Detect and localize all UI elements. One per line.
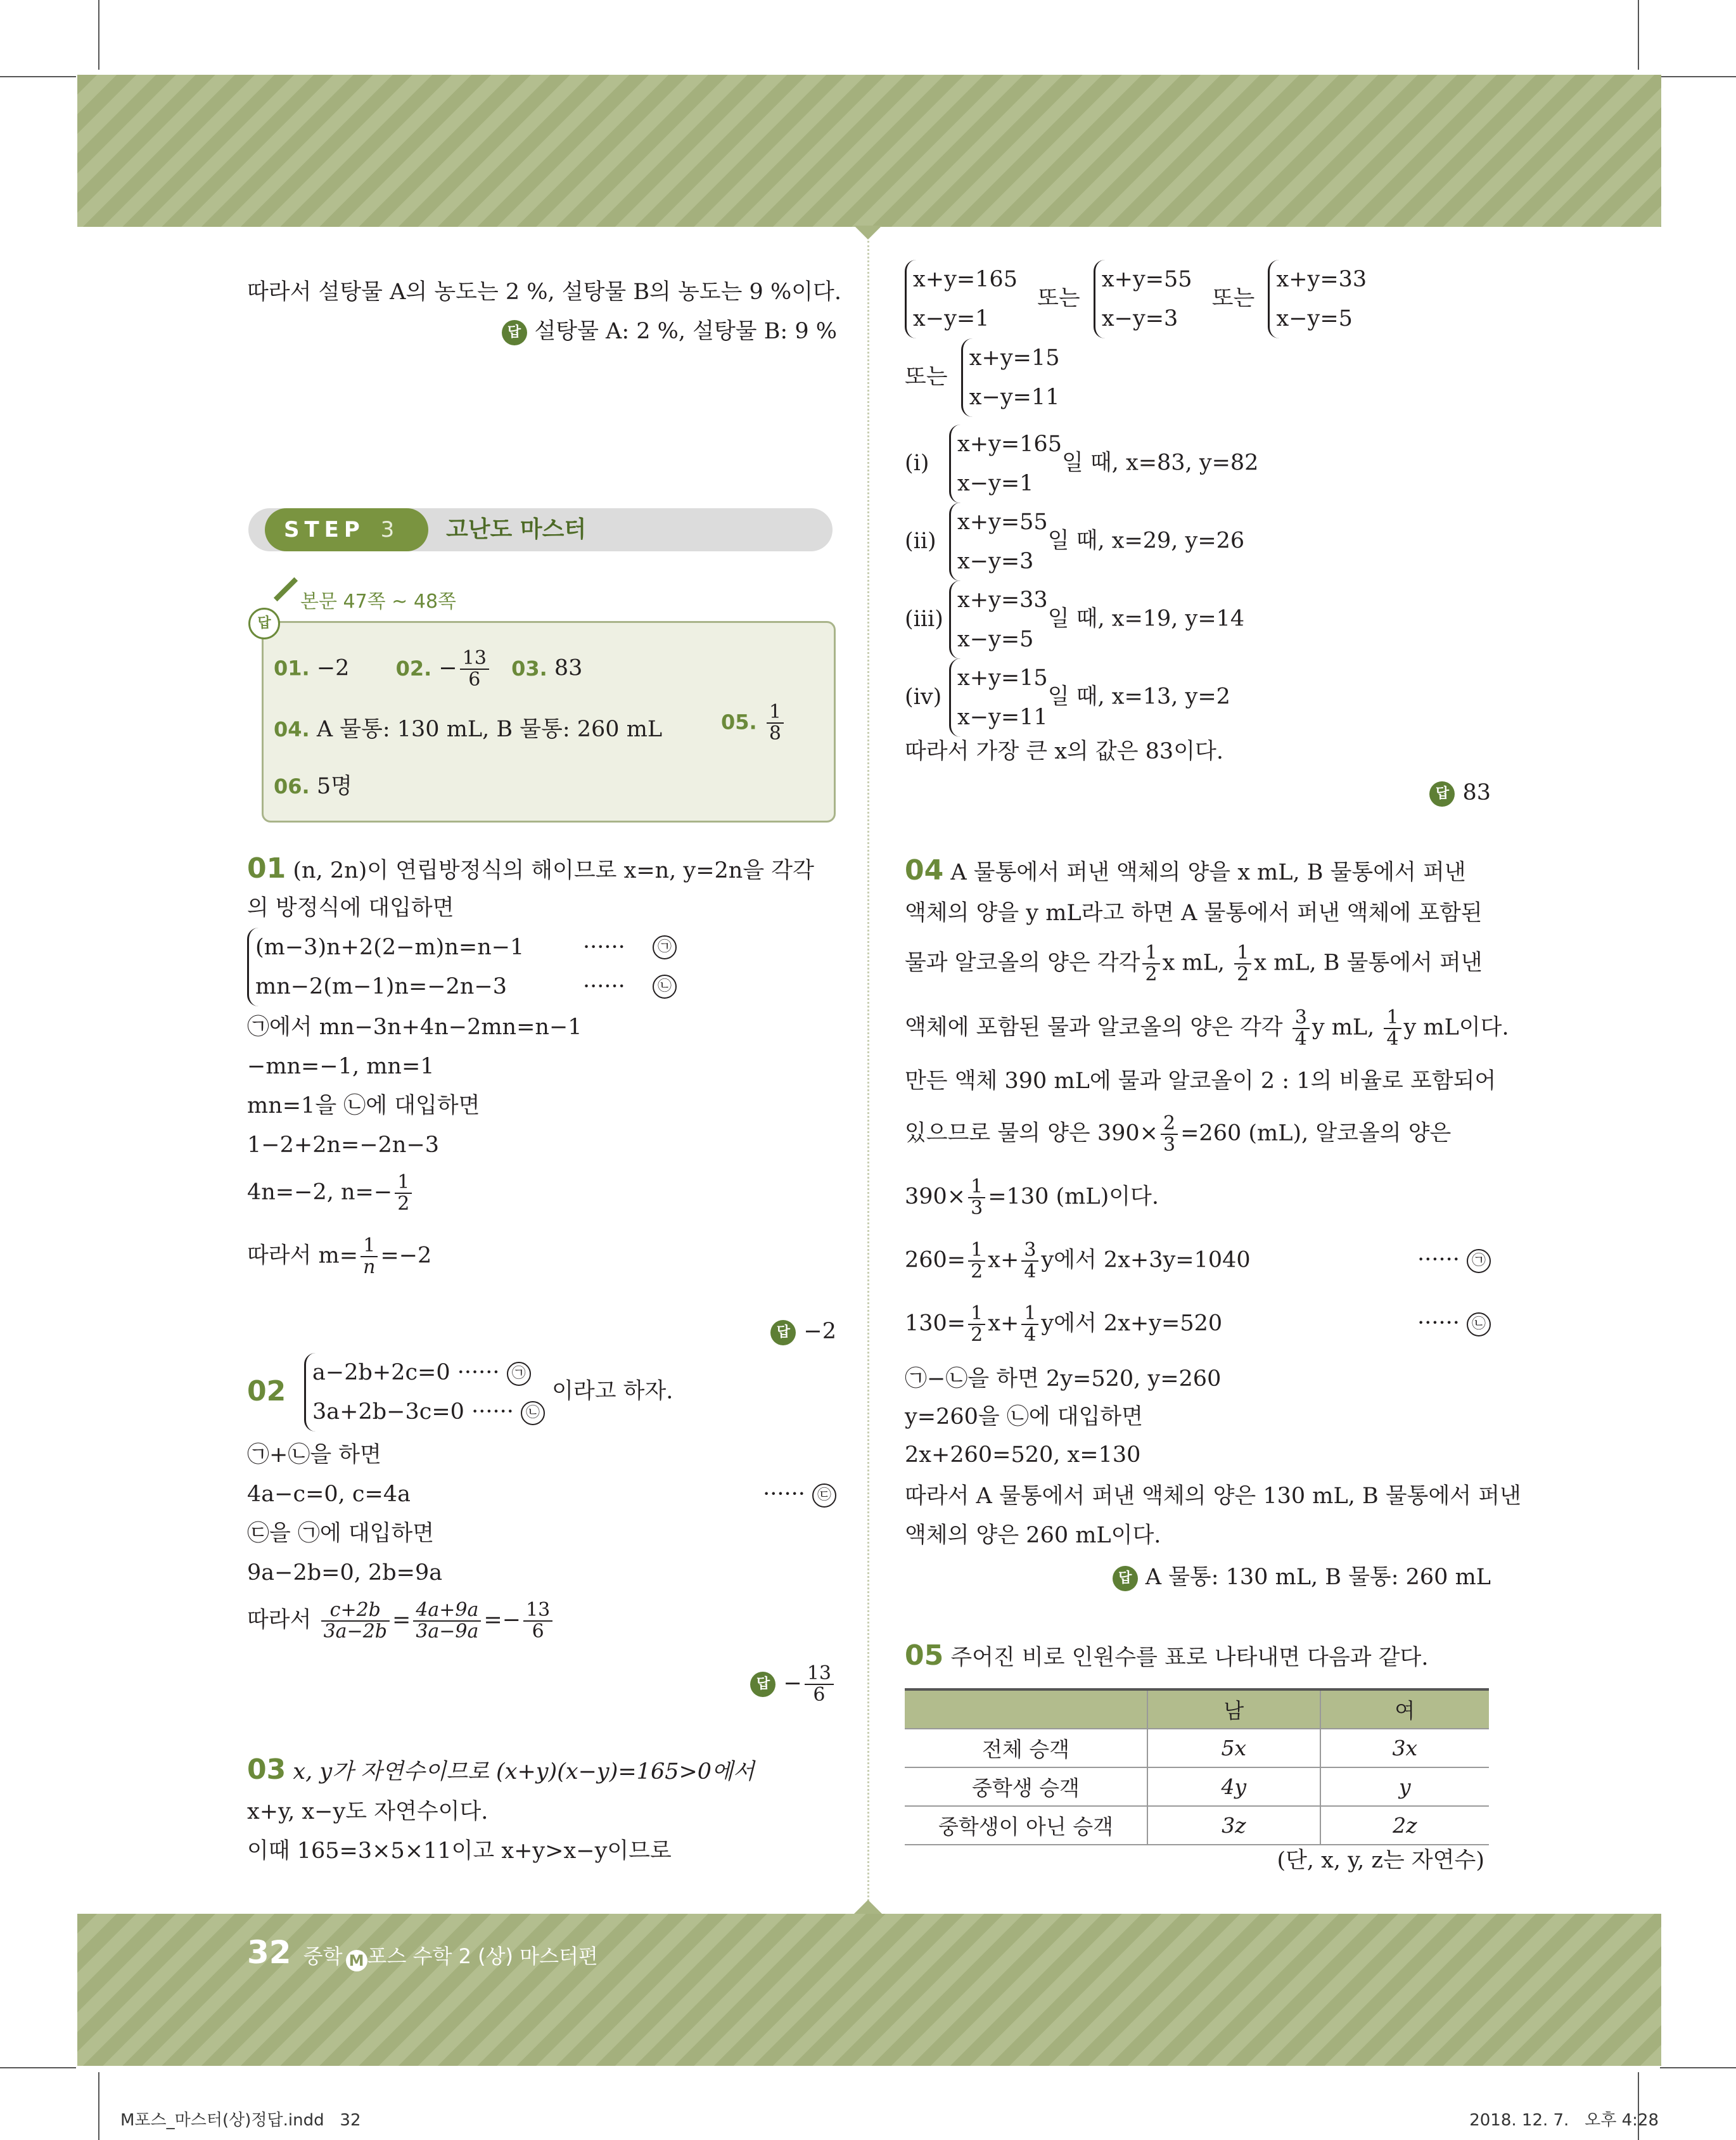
box-row-2: [274, 712, 662, 743]
table-header: [905, 1689, 1489, 1729]
footer-title: [247, 1934, 598, 1971]
case-2: (ⅱ) x+y=55 x−y=3 일 때, x=29, y=26: [905, 503, 1244, 581]
header-notch: [854, 226, 882, 240]
text-line: 액체의 양은 260 mL이다.: [905, 1523, 1161, 1548]
box-row-2b: [721, 702, 786, 744]
passenger-table: [905, 1688, 1489, 1845]
crop-mark: [0, 2067, 76, 2068]
answer-badge: 답: [770, 1320, 796, 1345]
text-line: 따라서 m= $\frac{1}{n}$ =−2: [247, 1234, 432, 1278]
item-answer: 83: [554, 655, 583, 681]
box-badge: 답: [248, 608, 280, 639]
text-line: 만든 액체 390 mL에 물과 알코올이 2 : 1의 비율로 포함되어: [905, 1068, 1497, 1094]
text-line: 9a−2b=0, 2b=9a: [247, 1560, 443, 1586]
text-line: y=260을 ㉡에 대입하면: [905, 1404, 1144, 1430]
header-band: [77, 75, 1661, 227]
box-range: 본문 47쪽 ~ 48쪽: [300, 591, 457, 613]
text-line: mn=1을 ㉡에 대입하면: [247, 1093, 480, 1118]
answer-badge: 답: [502, 320, 527, 345]
column-divider: [867, 241, 869, 1901]
text-line: x, y가 자연수이므로 (x+y)(x−y)=165>0에서: [293, 1759, 755, 1784]
text-line: 4a−c=0, c=4a ······ ㉢: [247, 1475, 836, 1514]
answer-badge: 답: [1429, 781, 1455, 807]
text-line: 260= $\frac{1}{2}$ x+ $\frac{3}{4}$ y에서 2x+3y=1040 ······ ㉠: [905, 1240, 1491, 1282]
text-line: A 물통에서 퍼낸 액체의 양을 x mL, B 물통에서 퍼낸: [950, 860, 1466, 885]
crop-mark: [98, 2072, 99, 2140]
answer-text: 83: [1462, 780, 1491, 805]
text-line: 1−2+2n=−2n−3: [247, 1132, 440, 1158]
answer-text: −2: [803, 1319, 836, 1344]
item-fraction: $\frac{13}{6}$: [460, 648, 489, 690]
intro-line: 따라서 설탕물 A의 농도는 2 %, 설탕물 B의 농도는 9 %이다.: [247, 279, 841, 305]
circle-mark: ㉡: [521, 1401, 545, 1425]
table-row: 중학생 승객 4y y: [905, 1767, 1489, 1806]
book-title: 포스 수학 2 (상) 마스터편: [367, 1944, 598, 1968]
header-cell: 여: [1320, 1689, 1489, 1729]
text-line: 4n=−2, n=− $\frac{1}{2}$: [247, 1172, 414, 1214]
text-line: 액체에 포함된 물과 알코올의 양은 각각 $\frac{3}{4}$ y mL, $\frac{1}{4}$ y mL이다.: [905, 1006, 1509, 1050]
header-cell: 남: [1147, 1689, 1320, 1729]
text-line: ㉠에서 mn−3n+4n−2mn=n−1: [247, 1015, 582, 1040]
circle-mark: ㉡: [1467, 1312, 1491, 1336]
case-1: (ⅰ) x+y=165 x−y=1 일 때, x=83, y=82: [905, 425, 1258, 503]
text-line: ㉢을 ㉠에 대입하면: [247, 1521, 435, 1546]
problem-number: 02: [247, 1375, 286, 1407]
text-line: 2x+260=520, x=130: [905, 1442, 1141, 1468]
table-row: 전체 승객 5x 3x: [905, 1729, 1489, 1767]
table-row: 중학생이 아닌 승객 3z 2z: [905, 1806, 1489, 1845]
crop-mark: [98, 0, 99, 70]
text-line: 액체의 양을 y mL라고 하면 A 물통에서 퍼낸 액체에 포함된: [905, 900, 1483, 926]
circle-mark: ㉠: [507, 1362, 531, 1386]
system-list: 또는 x+y=15 x−y=11: [905, 338, 1059, 417]
step-label: STEP: [284, 517, 365, 542]
step-pill: [265, 508, 428, 551]
step-number: 3: [380, 517, 395, 542]
problem-answer: [1113, 1558, 1491, 1597]
item-no: 05.: [721, 710, 757, 734]
item-no: 06.: [274, 774, 310, 798]
problem-number: 01: [247, 852, 286, 885]
answer-text: 설탕물 A: 2 %, 설탕물 B: 9 %: [534, 319, 837, 344]
logo-icon: M: [346, 1950, 367, 1971]
step-title: 고난도 마스터: [446, 516, 587, 542]
text-line: x+y, x−y도 자연수이다.: [247, 1799, 488, 1824]
book-title: 중학: [303, 1944, 343, 1968]
crop-mark: [1660, 76, 1736, 77]
problem-answer: [1429, 773, 1491, 812]
problem-number: 03: [247, 1753, 286, 1786]
crop-mark: [1638, 0, 1639, 70]
system-list: x+y=165 x−y=1 또는 x+y=55 x−y=3 또는 x+y=33 x−y=5: [905, 260, 1367, 338]
text-line: ㉠+㉡을 하면: [247, 1442, 381, 1468]
text-line: 주어진 비로 인원수를 표로 나타내면 다음과 같다.: [950, 1645, 1429, 1670]
page-number: 32: [247, 1934, 291, 1971]
pencil-icon: [274, 577, 298, 601]
case-4: (ⅳ) x+y=15 x−y=11 일 때, x=13, y=2: [905, 658, 1230, 737]
circle-mark: ㉢: [812, 1483, 836, 1508]
answer-badge: 답: [1113, 1566, 1138, 1591]
circle-mark: ㉡: [653, 975, 677, 999]
item-answer-sign: −: [438, 655, 457, 681]
crop-mark: [0, 76, 76, 77]
intro-answer: [502, 312, 838, 351]
item-answer: A 물통: 130 mL, B 물통: 260 mL: [316, 717, 663, 742]
text-line: 130= $\frac{1}{2}$ x+ $\frac{1}{4}$ y에서 2x+y=520 ······ ㉡: [905, 1304, 1491, 1345]
text-line: −mn=−1, mn=1: [247, 1054, 435, 1079]
box-row-1: [274, 648, 582, 690]
problem-number: 05: [905, 1639, 944, 1672]
text-line: (n, 2n)이 연립방정식의 해이므로 x=n, y=2n을 각각: [293, 858, 814, 883]
item-answer: −2: [316, 655, 350, 681]
step-header: [248, 508, 833, 551]
problem-answer: 답 − $\frac{13}{6}$: [750, 1663, 836, 1705]
box-row-3: [274, 769, 352, 800]
problem-answer: [770, 1312, 836, 1351]
table-note: (단, x, y, z는 자연수): [1277, 1848, 1484, 1873]
equation-system: a−2b+2c=0 ······ ㉠ 3a+2b−3c=0 ······ ㉡ 이라고 하자.: [304, 1353, 673, 1432]
text-line: 따라서 $\frac{c+2b}{3a-2b}$ = $\frac{4a+9a}{3a-9a}$ =− $\frac{13}{6}$: [247, 1600, 555, 1642]
circle-mark: ㉠: [653, 935, 677, 959]
text-line: 물과 알코올의 양은 각각 $\frac{1}{2}$ x mL, $\frac{1}{2}$ x mL, B 물통에서 퍼낸: [905, 942, 1483, 985]
text-line: 따라서 A 물통에서 퍼낸 액체의 양은 130 mL, B 물통에서 퍼낸: [905, 1483, 1521, 1509]
answer-badge: 답: [750, 1672, 775, 1697]
text-line: 의 방정식에 대입하면: [247, 895, 454, 921]
equation-system: (m−3)n+2(2−m)n=n−1 ······ ㉠ mn−2(m−1)n=−2n−3 ······ ㉡: [247, 928, 524, 1006]
item-fraction: $\frac{1}{8}$: [767, 702, 784, 744]
problem-number: 04: [905, 854, 944, 887]
footer-notch: [854, 1900, 882, 1914]
item-no: 02.: [395, 656, 432, 681]
case-3: (ⅲ) x+y=33 x−y=5 일 때, x=19, y=14: [905, 580, 1244, 659]
item-no: 03.: [511, 656, 547, 681]
slug-time: 2018. 12. 7. 오후 4:28: [1469, 2111, 1659, 2130]
crop-mark: [1660, 2067, 1736, 2068]
item-no: 01.: [274, 656, 310, 681]
answer-summary-box: [257, 615, 836, 823]
text-line: 따라서 가장 큰 x의 값은 83이다.: [905, 739, 1223, 764]
text-line: 있으므로 물의 양은 390× $\frac{2}{3}$ =260 (mL), 알코올의 양은: [905, 1112, 1452, 1156]
slug-file: M포스_마스터(상)정답.indd 32: [120, 2111, 361, 2130]
item-answer: 5명: [316, 774, 352, 799]
text-line: 이때 165=3×5×11이고 x+y>x−y이므로: [247, 1838, 672, 1864]
item-no: 04.: [274, 717, 310, 741]
text-line: 390× $\frac{1}{3}$ =130 (mL)이다.: [905, 1176, 1159, 1219]
answer-text: A 물통: 130 mL, B 물통: 260 mL: [1145, 1565, 1491, 1590]
text-line: ㉠−㉡을 하면 2y=520, y=260: [905, 1366, 1222, 1392]
circle-mark: ㉠: [1467, 1249, 1491, 1273]
